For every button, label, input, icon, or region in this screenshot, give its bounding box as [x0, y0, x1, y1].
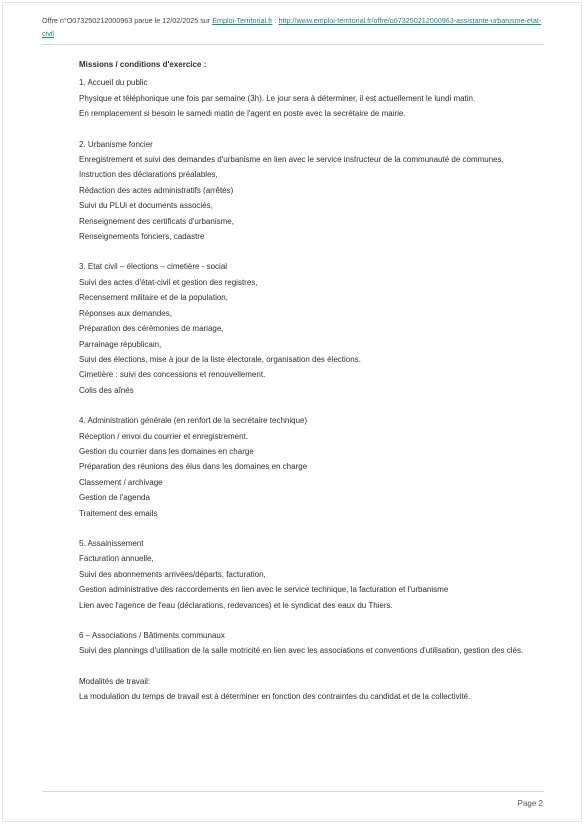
section-line: Préparation des cérémonies de mariage,	[79, 324, 224, 334]
section-line: Suivi des abonnements arrivées/départs, facturation,	[79, 569, 266, 579]
section-heading: 1. Accueil du public	[79, 78, 148, 88]
section-line: Suivi des actes d'état-civil et gestion des registres,	[79, 277, 258, 287]
missions-sections	[79, 75, 549, 704]
section-line: Renseignement des certificats d'urbanisme,	[79, 216, 234, 226]
section-line: Préparation des réunions des élus dans les domaines en charge	[79, 462, 308, 472]
section-line: Lien avec l'agence de l'eau (déclarations, redevances) et le syndicat des eaux du Thiers.	[79, 600, 393, 610]
section-line: Cimetière : suivi des concessions et renouvellement.	[79, 370, 266, 380]
section-heading: 5. Assainissement	[79, 538, 144, 548]
site-link[interactable]: Emploi-Territorial.fr	[212, 16, 273, 25]
section-heading: 3. Etat civil – élections – cimetière - social	[79, 262, 228, 272]
section-heading: Modalités de travail:	[79, 676, 151, 686]
section-line: Suivi du PLUi et documents associés,	[79, 201, 213, 211]
missions-title: Missions / conditions d'exercice :	[79, 60, 207, 69]
section-line: Suivi des plannings d'utilisation de la salle motricité en lien avec les associations et conventions d'utilisation, gestion des clés.	[79, 646, 524, 656]
mission-section	[79, 75, 549, 121]
section-line: Gestion de l'agenda	[79, 493, 150, 503]
section-line: Gestion du courrier dans les domaines en charge	[79, 446, 254, 456]
section-heading: 6 – Associations / Bâtiments communaux	[79, 631, 225, 640]
section-line: Physique et téléphonique une fois par semaine (3h). Le jour sera à déterminer, il est actuellement le lundi matin.	[79, 93, 476, 103]
footer-divider	[42, 791, 544, 792]
section-line: Renseignements fonciers, cadastre	[79, 232, 205, 242]
section-line: Enregistrement et suivi des demandes d'urbanisme en lien avec le service instructeur de la communauté de communes,	[79, 155, 504, 165]
mission-section	[79, 536, 549, 613]
section-line: Suivi des élections, mise à jour de la liste électorale, organisation des élections.	[79, 354, 361, 364]
section-line: Parrainage républicain,	[79, 339, 162, 349]
section-line: Facturation annuelle,	[79, 554, 154, 564]
mission-section	[79, 137, 549, 245]
section-line: Traitement des emails	[79, 508, 158, 518]
header-separator: :	[272, 16, 279, 25]
offer-url-link[interactable]: http://www.emploi-territorial.fr/offre/o073250212000963-assistante-urbanisme-etat-civil	[42, 16, 542, 38]
section-heading: 2. Urbanisme foncier	[79, 139, 153, 149]
mission-section	[79, 413, 549, 521]
mission-section	[79, 628, 549, 659]
section-heading: 4. Administration générale (en renfort de la secrétaire technique)	[79, 416, 308, 426]
section-line: La modulation du temps de travail est à déterminer en fonction des contraintes du candidat et de la collectivité.	[79, 692, 471, 702]
mission-section	[79, 674, 549, 705]
section-line: Classement / archivage	[79, 477, 163, 487]
section-line: Réponses aux demandes,	[79, 308, 172, 318]
section-line: Gestion administrative des raccordements en lien avec le service technique, la facturation et l'urbanisme	[79, 585, 449, 595]
section-line: Rédaction des actes administratifs (arrêtés)	[79, 185, 234, 195]
mission-section	[79, 259, 549, 398]
header-divider	[42, 44, 544, 45]
page-number: Page 2	[517, 799, 543, 808]
document-body	[79, 57, 549, 720]
section-line: En remplacement si besoin le samedi matin de l'agent en poste avec la secrétaire de mairie.	[79, 109, 406, 119]
offer-reference: Offre n°O073250212000963 parue le 12/02/2025 sur	[42, 16, 213, 25]
section-line: Réception / envoi du courrier et enregistrement.	[79, 431, 248, 441]
section-line: Recensement militaire et de la population,	[79, 293, 228, 303]
section-line: Instruction des déclarations préalables,	[79, 170, 218, 180]
page-header	[42, 14, 552, 40]
section-line: Colis des aînés	[79, 385, 134, 395]
